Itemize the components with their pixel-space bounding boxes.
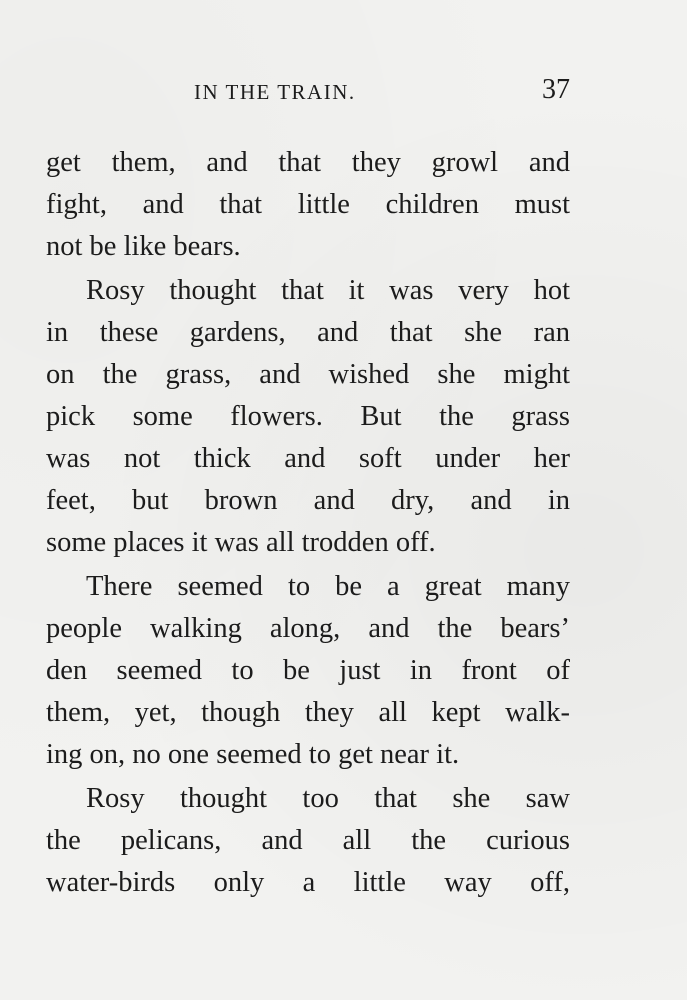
text-line: fight, and that little children must — [46, 189, 570, 220]
page-number: 37 — [542, 74, 570, 105]
text-line: feet, but brown and dry, and in — [46, 485, 570, 516]
text-line: on the grass, and wished she might — [46, 359, 570, 390]
text-line: get them, and that they growl and — [46, 147, 570, 178]
text-line: not be like bears. — [46, 231, 241, 262]
text-line: den seemed to be just in front of — [46, 655, 570, 686]
text-line: people walking along, and the bears’ — [46, 613, 570, 644]
text-line: ing on, no one seemed to get near it. — [46, 739, 460, 770]
text-line: them, yet, though they all kept walk- — [46, 697, 570, 728]
paragraph-4 — [46, 778, 570, 904]
text-line: Rosy thought too that she saw — [86, 783, 570, 814]
body-text — [46, 142, 570, 906]
text-line: There seemed to be a great many — [86, 571, 570, 602]
text-line: Rosy thought that it was very hot — [86, 275, 570, 306]
text-line: some places it was all trodden off. — [46, 527, 436, 558]
paragraph-2 — [46, 270, 570, 564]
text-line: was not thick and soft under her — [46, 443, 570, 474]
paragraph-3 — [46, 566, 570, 776]
running-title: IN THE TRAIN. — [194, 80, 356, 104]
text-line: water-birds only a little way off, — [46, 867, 570, 898]
text-line: in these gardens, and that she ran — [46, 317, 570, 348]
paragraph-1 — [46, 142, 570, 268]
running-head — [46, 72, 570, 112]
text-line: the pelicans, and all the curious — [46, 825, 570, 856]
text-line: pick some flowers. But the grass — [46, 401, 570, 432]
